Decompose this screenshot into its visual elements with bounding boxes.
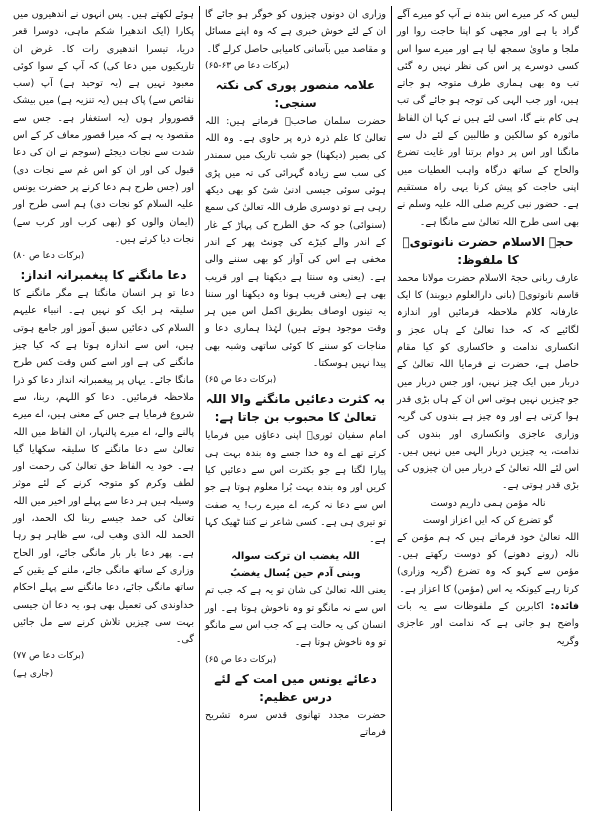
section-heading: دعائے یونس میں امت کے لئے درس عظیم: [214, 671, 377, 704]
paragraph: یعنی اللہ تعالیٰ کی شان تو یہ ہے کہ جب تم اس سے نہ مانگو تو وہ ناخوش ہوتا ہے۔ اور انسان کی یہ حالت ہے کہ جب اس سے مانگو تو وہ ناخوش ہوتا ہے۔ [205, 585, 386, 649]
column-right [392, 6, 584, 811]
paragraph: امام سفیان ثوریؒ اپنی دعاؤں میں فرمایا کرتے تھے اے وہ خدا جسے وہ بندہ بہت ہی پیارا لگتا ہے جو بکثرت اس سے دعائیں کیا کریں اور وہ بندہ بہت بُرا معلوم ہوتا ہے جو اس سے دعا نہ کرے، اے میرے رب! یہ صفت تو تیری ہی ہے۔ کسی شاعر نے کتنا ٹھیک کہا ہے۔ [205, 430, 386, 546]
section-heading: دعا مانگنے کا پیغمبرانہ انداز: [20, 268, 187, 283]
verse-line: نالہ مؤمن ہمی داریم دوست [430, 497, 546, 509]
paragraph: ہوئے لکھتے ہیں۔ پس انہوں نے اندھیروں میں پکارا (ایک اندھیرا شکم ماہی، دوسرا قعر دریا، تیسرا اندھیری رات کا۔ غرض ان تاریکیوں میں دعا کی) کہ آپ کے سوا کوئی معبود نہیں ہے (یہ توحید ہے) آپ (سب نقائص سے) پاک ہیں (یہ تنزیہ ہے) میں بیشک قصوروار ہوں (یہ استغفار ہے۔ جس سے مقصود یہ ہے کہ میرا قصور معاف کر کے اس شدت سے نجات دیجئے (سوجم نے ان کی دعا قبول کی اور ان کو اس غم سے نجات دی) اور (جس طرح ہم دعا کرنے پر حضرت یونس علیہ السلام کو نجات دی) ہم اسی طرح اور (ایمان والوں کو (بھی کرب اور کرب سے) نجات دیا کرتے ہیں۔ [13, 9, 194, 245]
paragraph: وزاری ان دونوں چیزوں کو خوگر ہو جائے گا ان کے لئے خوش خبری ہے کہ وہ اپنے مسائل و مقاصد میں بآسانی کامیابی حاصل کرلے گا۔ [205, 9, 386, 55]
verse-line: گو تضرع کن کہ ایں اعزاز اوست [422, 514, 554, 526]
section-heading: بہ کثرت دعائیں مانگنے والا اللہ تعالیٰ کا محبوب بن جاتا ہے: [205, 392, 386, 425]
paragraph: حضرت سلمان صاحبؒ فرماتے ہیں: اللہ تعالیٰ کا علم ذرہ ذرہ پر حاوی ہے۔ وہ اللہ کی بصیر (دیکھنا) جو شب تاریک میں سمندر کی سب سے زیادہ گہرائی کی تہ میں پڑی ہوئی سوئی جیسی ادنیٰ شیٔ کو بھی دیکھ رہی ہے تو دوسری طرف اللہ تعالیٰ کی سمع (سنوائی) جو کہ حق الطرح کی پہاڑ کے غار کے اندر والے کیڑے کی چونٹ پھر کے اندر مخفی ہے اس کی آواز کو بھی سننے والی ہے۔ (یعنی وہ سنتا ہے دیکھتا ہے اور قریب بھی ہے (یعنی قریب ہونا وہ دیکھنا اور سننا یہ تینوں اوصاف بطریق اکمل اس میں ہر وقت موجود ہوتے ہیں) لہٰذا ہماری دعا و مناجات کو سننے کا کوئی ساتھی وشبہ بھی پیدا نہیں ہوسکتا۔ [205, 115, 386, 370]
arabic-verse-line: اللہ یغضب ان ترکت سوالہ [231, 551, 360, 563]
section-heading: حجۃ الاسلام حضرت نانوتویؒ کا ملفوظ: [402, 234, 574, 267]
source-reference: (برکات دعا ص ۶۵) [205, 654, 277, 665]
paragraph: اللہ تعالیٰ خود فرماتے ہیں کہ ہم مؤمن کے نالہ (رونے دھونے) کو دوست رکھتے ہیں۔ مؤمن سے کہو کہ وہ تضرع (گریہ وزاری) کرتا رہے کیونکہ یہ اس (مؤمن) کا اعزاز ہے۔ [397, 531, 579, 595]
paragraph-text: اکابرین کے ملفوظات سے یہ بات واضح ہو جاتی ہے کہ ندامت اور عاجزی وگریہ [397, 600, 579, 647]
source-reference: (برکات دعا ص ۶۵) [205, 375, 277, 386]
column-left [8, 6, 200, 811]
paragraph: عارف ربانی حجۃ الاسلام حضرت مولانا محمد قاسم نانوتویؒ (بانی دارالعلوم دیوبند) کا ایک عارفانہ کلام ملاحظہ فرمائیں اور اندازہ لگائیے کہ کہ خدا تعالیٰ کے ہاں عجز و انکساری ندامت و خاکساری کو کیا مقام حاصل ہے، حضرت نے فرمایا اللہ تعالیٰ کے دربار میں ایک چیز نہیں، اور جس دربار میں جو چیزیں نہیں ہوتی اس ان کے ہاں بڑی قدر ہوا کرتی ہے اور وہ چیز ہے بندوں کی گریہ وزاری عاجزی وانکساری اور بندوں کی ندامت، یہ چیزیں دربار الہی میں نہیں ہیں۔ اس لئے اللہ تعالیٰ کے دربار میں ان چیزوں کی بڑی قدر ہوتی ہے۔ [397, 272, 579, 492]
column-middle [200, 6, 392, 811]
source-reference: (برکات دعا ص ۷۷) [13, 651, 85, 662]
section-heading: علامہ منصور پوری کی نکتہ سنجی: [215, 77, 376, 110]
paragraph: لیس کہ کر میرے اس بندہ نے آپ کو میرے آگے گراد یا ہے اور مجھی کو اپنا حاجت روا اور ملجا و ماویٰ سمجھ لیا ہے اور میرے سوا اس کسی دوسرے پر اس کی نظر نہیں رہ گئی تب وہ بھی ہماری طرف متوجہ ہو جاتے ہیں، اور جب الہی کی توجہ ہو جائے گی تب ہی کام بنے گا، اسی لئے ہیں نے کہا ان الفاظ ماثورہ کو سالکین و طالبین کے لئے دل سے مانگنا اور اس پر دوام برتنا اور غایت تضرع والحاح کے ساتھ درگاہ واہب العطیات میں اپنی حاجت کو پیش کرنا یہی راہ مستقیم ہے۔ حضور نبی کریم صلی اللہ علیہ وسلم نے بھی اسی طرح اللہ تعالیٰ سے مانگا ہے۔ [397, 9, 579, 228]
paragraph: حضرت مجدد تھانوی قدس سرہ تشریح فرماتے [205, 709, 386, 738]
arabic-verse-line: وبنی آدم حین یُسال یغضبُ [230, 568, 361, 580]
continued-note: (جاری ہے) [13, 669, 54, 680]
source-reference: (برکات دعا ص ۶۳-۶۵) [205, 60, 290, 71]
source-reference: (برکات دعا ص ۸۰) [13, 251, 85, 262]
paragraph [397, 598, 579, 650]
paragraph-label: فائدہ: [550, 600, 579, 612]
paragraph: دعا تو ہر انسان مانگتا ہے مگر مانگنے کا سلیقہ ہر ایک کو نہیں ہے۔ انبیاء علیہم السلام کی دعائیں سبق آموز اور جامع ہوتی ہیں، اس سے اندازہ ہوتا ہے کہ کیا چیز مانگنے کی ہے اور اسے کس وقت کس طرح مانگا جائے۔ یہاں پر پیغمبرانہ انداز دعا کو ذرا ملاحظہ فرمائیں۔ دعا کو اللہم، ربنا، سے شروع فرمایا ہے جس کے معنی ہیں، اے میرے پالنے والے، اے میرے پالنہار، ان الفاظ میں اللہ تعالیٰ سے دعا مانگنے کا سلیقہ سکھایا گیا ہے۔ خود یہ الفاظ حق تعالیٰ کی رحمت اور لطف وکرم کو متوجہ کرنے کے لئے موثر وسیلہ ہیں ہر دعا سے پہلے اور اخیر میں اللہ تعالیٰ کی حمد جیسے ربنا لک الحمد، اور الحمد للہ الذی وھب لی، سے ظاہر ہو رہا ہے۔ پھر دعا بار بار مانگی جائے، اور الحاح وزاری کے ساتھ مانگی جائے، ملنے کے یقین کے ساتھ مانگی جائے، دعا مانگنے سے پہلے احکام خداوندی کی تعمیل بھی ہو، یہ دعا ان جیسی بہت سی چیزیں تلاش کرنے سے مل جائیں گی۔ [13, 288, 194, 646]
